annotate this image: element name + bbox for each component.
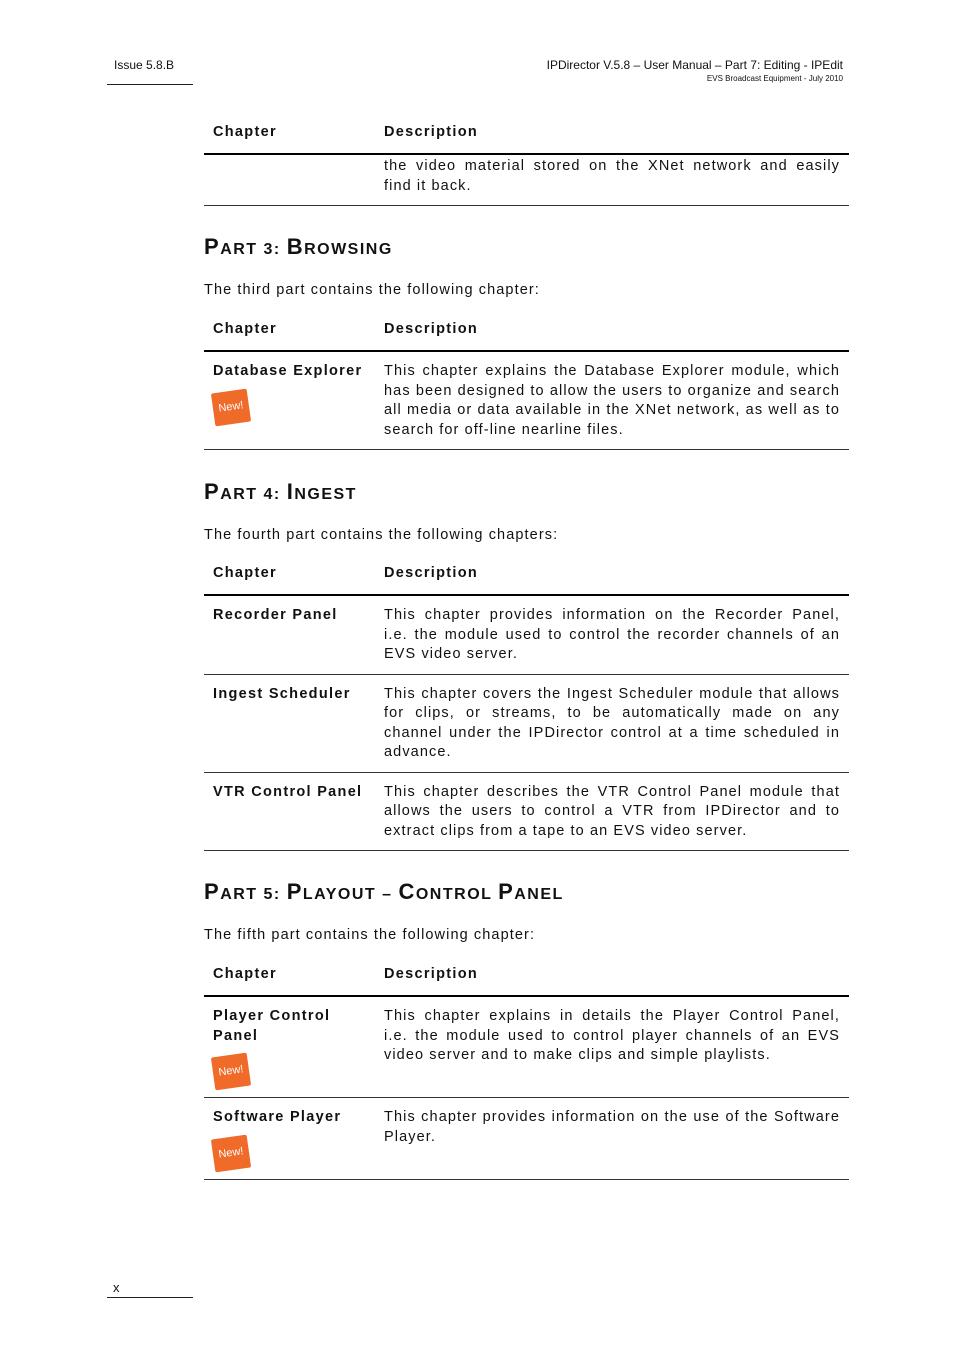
description-cell: the video material stored on the XNet network and easily find it back.	[384, 154, 849, 206]
part3-intro: The third part contains the following chapter:	[204, 282, 540, 298]
table-row	[204, 351, 849, 450]
header-title: IPDirector V.5.8 – User Manual – Part 7: Editing - IPEdit	[546, 58, 843, 72]
part5-table	[204, 953, 849, 1180]
table-row	[204, 674, 849, 772]
chapter-cell: Recorder Panel	[204, 595, 384, 674]
chapter-cell: VTR Control Panel	[204, 772, 384, 851]
description-cell: This chapter covers the Ingest Scheduler module that allows for clips, or streams, to be automatically made on any channel under the IPDirector control at a time scheduled in advance.	[384, 674, 849, 772]
chapter-name: Database Explorer	[213, 363, 363, 379]
column-header-chapter: Chapter	[204, 111, 384, 154]
chapter-cell	[204, 996, 384, 1098]
part2-continued-table	[204, 111, 849, 206]
part3-table	[204, 308, 849, 450]
table-row	[204, 772, 849, 851]
column-header-chapter: Chapter	[204, 953, 384, 996]
column-header-chapter: Chapter	[204, 308, 384, 351]
new-badge-icon: New!	[211, 388, 251, 426]
footer-rule	[107, 1297, 193, 1298]
table-row	[204, 1098, 849, 1180]
column-header-description: Description	[384, 552, 849, 595]
description-cell: This chapter describes the VTR Control Panel module that allows the users to control a VTR from IPDirector and to extract clips from a tape to an EVS video server.	[384, 772, 849, 851]
table-row	[204, 996, 849, 1098]
table-row	[204, 595, 849, 674]
part3-heading: PART 3: BROWSING	[204, 234, 393, 259]
chapter-name: Software Player	[213, 1109, 342, 1125]
new-badge-icon: New!	[211, 1053, 251, 1091]
description-cell: This chapter explains the Database Explorer module, which has been designed to allow the users to organize and search all media or data available in the XNet network, as well as to search for off-line nearline files.	[384, 351, 849, 450]
column-header-description: Description	[384, 111, 849, 154]
header-right	[547, 58, 843, 83]
part5-heading: PART 5: PLAYOUT – CONTROL PANEL	[204, 879, 564, 904]
header-issue: Issue 5.8.B	[114, 58, 175, 72]
description-cell: This chapter provides information on the use of the Software Player.	[384, 1098, 849, 1180]
part5-intro: The fifth part contains the following chapter:	[204, 927, 536, 943]
column-header-description: Description	[384, 308, 849, 351]
description-cell: This chapter explains in details the Player Control Panel, i.e. the module used to control player channels of an EVS video server and to make clips and simple playlists.	[384, 996, 849, 1098]
column-header-description: Description	[384, 953, 849, 996]
description-cell: This chapter provides information on the Recorder Panel, i.e. the module used to control the recorder channels of an EVS video server.	[384, 595, 849, 674]
page-number: x	[113, 1280, 120, 1295]
table-row	[204, 154, 849, 206]
part4-heading: PART 4: INGEST	[204, 479, 357, 504]
header-rule	[107, 84, 193, 85]
chapter-cell	[204, 1098, 384, 1180]
part4-table	[204, 552, 849, 851]
new-badge-icon: New!	[211, 1134, 251, 1172]
header-subtitle: EVS Broadcast Equipment - July 2010	[706, 74, 843, 83]
chapter-cell: Ingest Scheduler	[204, 674, 384, 772]
chapter-cell	[204, 154, 384, 206]
part4-intro: The fourth part contains the following chapters:	[204, 527, 559, 543]
chapter-name: Player Control Panel	[213, 1008, 331, 1044]
column-header-chapter: Chapter	[204, 552, 384, 595]
chapter-cell	[204, 351, 384, 450]
